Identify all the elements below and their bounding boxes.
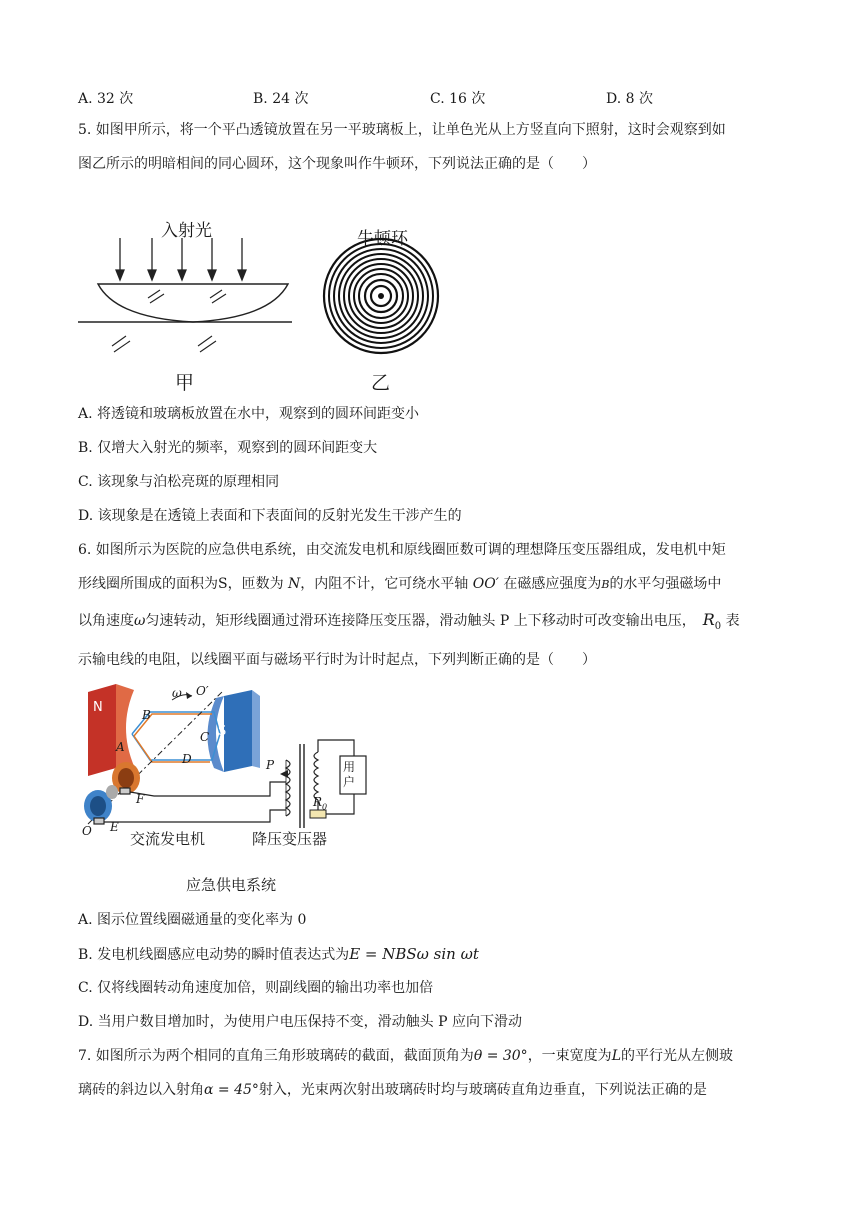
magnet-n [88,684,116,776]
incident-light-arrows [116,238,246,280]
q7-stem-line2: 璃砖的斜边以入射角α = 45°射入，光束两次射出玻璃砖时均与玻璃砖直角边垂直，下列说法正确的是 [78,1082,707,1098]
label-o-prime: O′ [196,684,209,698]
q6-option-b: B. 发电机线圈感应电动势的瞬时值表达式为E = NBSω sin ωt [78,945,479,963]
label-r0: $R_0$ [313,795,328,812]
label-b: B [142,708,151,722]
q6-option-d: D. 当用户数目增加时，为使用户电压保持不变，滑动触头 P 应向下滑动 [78,1014,522,1030]
q6-option-a: A. 图示位置线圈磁通量的变化率为 0 [78,912,307,928]
q5-option-a: A. 将透镜和玻璃板放置在水中，观察到的圆环间距变小 [78,406,420,422]
label-c: C [200,730,210,744]
label-n: N [93,700,103,715]
label-e: E [110,820,119,834]
q5-option-b: B. 仅增大入射光的频率，观察到的圆环间距变大 [78,440,378,456]
generator-label: 交流发电机 [130,830,206,848]
label-user: 用户 [343,760,356,789]
plano-convex-lens [98,284,288,322]
q6-stem-line3: 以角速度ω匀速转动，矩形线圈通过滑环连接降压变压器，滑动触头 P 上下移动时可改变输出电压， $R_0$ 表 [78,610,740,632]
label-omega: ω [172,686,182,700]
q5-option-c: C. 该现象与泊松亮斑的原理相同 [78,474,280,490]
secondary-coil [314,752,318,800]
q5-option-d: D. 该现象是在透镜上表面和下表面间的反射光发生干涉产生的 [78,508,462,524]
label-a: A [116,740,125,754]
label-f: F [136,792,145,806]
q6-generator-figure [74,682,374,842]
label-s: S [218,724,227,739]
newton-rings-label: 牛顿环 [357,229,408,249]
q6-stem-line1: 6. 如图所示为医院的应急供电系统，由交流发电机和原线圈匝数可调的理想降压变压器组成，发电机中矩 [78,542,726,558]
transformer-label: 降压变压器 [252,830,328,848]
q4-option-c: C. 16 次 [430,91,486,107]
q5-stem-line1: 5. 如图甲所示，将一个平凸透镜放置在另一平玻璃板上，让单色光从上方竖直向下照射，这时会观察到如 [78,122,726,138]
incident-light-label: 入射光 [161,221,212,241]
label-d: D [182,752,192,766]
system-caption: 应急供电系统 [186,876,277,894]
q5-stem-line2: 图乙所示的明暗相间的同心圆环，这个现象叫作牛顿环，下列说法正确的是（ ） [78,156,596,172]
figure-jia-label: 甲 [175,372,195,394]
primary-coil [286,760,290,816]
label-p: P [266,758,275,772]
label-o: O [82,824,92,838]
q6-option-c: C. 仅将线圈转动角速度加倍，则副线圈的输出功率也加倍 [78,980,434,996]
q7-stem-line1: 7. 如图所示为两个相同的直角三角形玻璃砖的截面，截面顶角为θ = 30°，一束宽度为L的平行光从左侧玻 [78,1048,733,1064]
q4-option-a: A. 32 次 [78,91,134,107]
q4-option-d: D. 8 次 [606,91,653,107]
magnet-s [224,690,252,772]
figure-yi-label: 乙 [371,372,391,394]
q4-option-b: B. 24 次 [253,91,309,107]
q6-stem-line4: 示输电线的电阻，以线圈平面与磁场平行时为计时起点，下列判断正确的是（ ） [78,652,596,668]
q6-stem-line2: 形线圈所围成的面积为S，匝数为 N，内阻不计，它可绕水平轴 OO′ 在磁感应强度为B的水平匀强磁场中 [78,576,722,592]
